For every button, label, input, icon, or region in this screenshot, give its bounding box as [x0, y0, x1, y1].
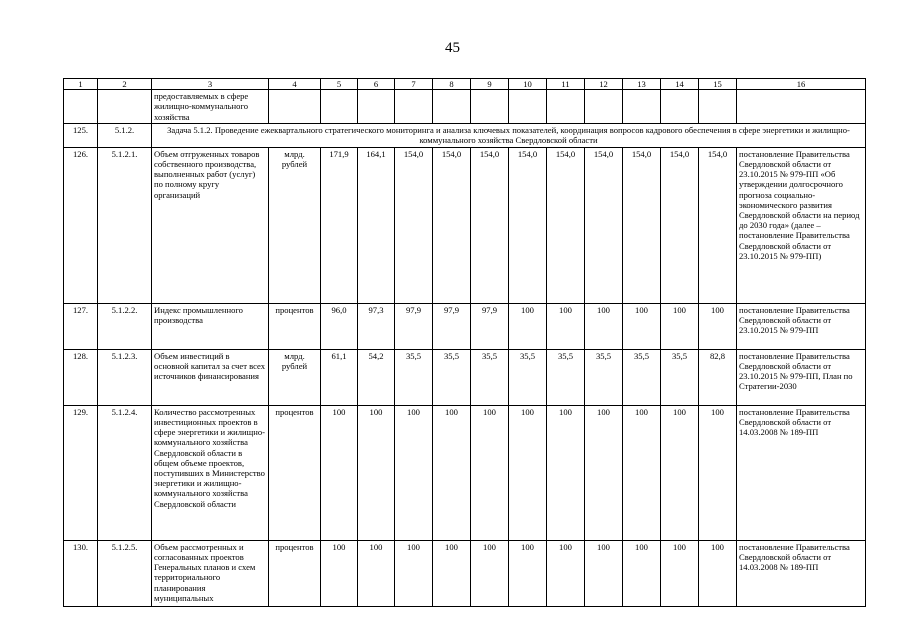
value-cell: 154,0 [395, 147, 433, 303]
unit: млрд. рублей [269, 349, 321, 405]
value-cell: 100 [395, 405, 433, 540]
source-document: постановление Правительства Свердловской области от 23.10.2015 № 979-ПП, План по Стратегии-2030 [737, 349, 866, 405]
indicator-name: Объем рассмотренных и согласованных проектов Генеральных планов и схем территориального планирования муниципальных [152, 540, 269, 606]
row-code: 5.1.2.2. [98, 303, 152, 349]
value-cell: 154,0 [699, 147, 737, 303]
value-cell: 100 [395, 540, 433, 606]
unit: млрд. рублей [269, 147, 321, 303]
row-number: 128. [64, 349, 98, 405]
value-cell: 100 [699, 540, 737, 606]
source-document: постановление Правительства Свердловской области от 14.03.2008 № 189-ПП [737, 405, 866, 540]
value-cell: 35,5 [433, 349, 471, 405]
column-header: 8 [433, 79, 471, 90]
value-cell: 97,9 [471, 303, 509, 349]
indicator-name: Индекс промышленного производства [152, 303, 269, 349]
value-cell: 164,1 [358, 147, 395, 303]
value-cell: 97,9 [433, 303, 471, 349]
indicators-table [63, 78, 866, 607]
value-cell: 96,0 [321, 303, 358, 349]
table-row [64, 540, 866, 606]
column-header: 10 [509, 79, 547, 90]
value-cell: 100 [623, 405, 661, 540]
value-cell: 100 [358, 540, 395, 606]
value-cell: 154,0 [433, 147, 471, 303]
value-cell: 100 [699, 405, 737, 540]
task-title: Задача 5.1.2. Проведение ежеквартального стратегического мониторинга и анализа ключевых показателей, координация вопросов кадрового обеспечения в сфере энергетики и жилищно-коммунального хозяйства Свердловской области [152, 123, 866, 147]
unit: процентов [269, 303, 321, 349]
column-header: 12 [585, 79, 623, 90]
value-cell: 154,0 [509, 147, 547, 303]
row-number: 126. [64, 147, 98, 303]
table-row [64, 303, 866, 349]
value-cell: 100 [623, 303, 661, 349]
source-document: постановление Правительства Свердловской области от 14.03.2008 № 189-ПП [737, 540, 866, 606]
column-header: 3 [152, 79, 269, 90]
row-number: 130. [64, 540, 98, 606]
indicator-name: Количество рассмотренных инвестиционных проектов в сфере энергетики и жилищно-коммунального хозяйства Свердловской области в общем объеме проектов, поступивших в Министерство энергетики и жилищно-коммунального хозяйства Свердловской области [152, 405, 269, 540]
value-cell: 35,5 [471, 349, 509, 405]
value-cell: 100 [547, 405, 585, 540]
column-header: 13 [623, 79, 661, 90]
value-cell: 100 [509, 540, 547, 606]
value-cell: 100 [471, 405, 509, 540]
column-header: 5 [321, 79, 358, 90]
unit: процентов [269, 405, 321, 540]
task-row [64, 123, 866, 147]
column-header: 9 [471, 79, 509, 90]
value-cell: 100 [585, 540, 623, 606]
value-cell: 100 [471, 540, 509, 606]
column-header: 1 [64, 79, 98, 90]
column-header: 15 [699, 79, 737, 90]
value-cell: 54,2 [358, 349, 395, 405]
column-header: 14 [661, 79, 699, 90]
value-cell: 35,5 [623, 349, 661, 405]
column-header: 6 [358, 79, 395, 90]
table-row [64, 405, 866, 540]
table-row [64, 147, 866, 303]
value-cell: 100 [661, 303, 699, 349]
value-cell: 154,0 [623, 147, 661, 303]
column-header: 7 [395, 79, 433, 90]
value-cell: 100 [547, 540, 585, 606]
value-cell: 35,5 [585, 349, 623, 405]
value-cell: 154,0 [471, 147, 509, 303]
value-cell: 100 [699, 303, 737, 349]
value-cell: 100 [433, 540, 471, 606]
row-code: 5.1.2.4. [98, 405, 152, 540]
source-document: постановление Правительства Свердловской области от 23.10.2015 № 979-ПП [737, 303, 866, 349]
column-header: 4 [269, 79, 321, 90]
value-cell: 100 [509, 303, 547, 349]
value-cell: 100 [623, 540, 661, 606]
indicator-name: Объем инвестиций в основной капитал за счет всех источников финансирования [152, 349, 269, 405]
value-cell: 154,0 [661, 147, 699, 303]
value-cell: 100 [661, 405, 699, 540]
row-number: 125. [64, 123, 98, 147]
row-number: 129. [64, 405, 98, 540]
value-cell: 35,5 [395, 349, 433, 405]
page-number: 45 [445, 40, 460, 56]
value-cell: 35,5 [547, 349, 585, 405]
value-cell: 100 [585, 303, 623, 349]
row-code: 5.1.2.5. [98, 540, 152, 606]
value-cell: 100 [358, 405, 395, 540]
source-document: постановление Правительства Свердловской области от 23.10.2015 № 979-ПП «Об утверждении долгосрочного прогноза социально-экономического развития Свердловской области на период до 2030 года» (далее – постановление Правительства Свердловской области от 23.10.2015 № 979-ПП) [737, 147, 866, 303]
value-cell: 35,5 [509, 349, 547, 405]
indicator-name: Объем отгруженных товаров собственного производства, выполненных работ (услуг) по полному кругу организаций [152, 147, 269, 303]
row-number: 127. [64, 303, 98, 349]
value-cell: 82,8 [699, 349, 737, 405]
continuation-row [64, 90, 866, 124]
value-cell: 154,0 [547, 147, 585, 303]
column-header: 16 [737, 79, 866, 90]
value-cell: 100 [509, 405, 547, 540]
value-cell: 97,3 [358, 303, 395, 349]
column-header: 2 [98, 79, 152, 90]
unit: процентов [269, 540, 321, 606]
row-code: 5.1.2. [98, 123, 152, 147]
row-code: 5.1.2.3. [98, 349, 152, 405]
value-cell: 171,9 [321, 147, 358, 303]
indicator-name: предоставляемых в сфере жилищно-коммунального хозяйства [152, 90, 269, 124]
row-code: 5.1.2.1. [98, 147, 152, 303]
value-cell: 100 [547, 303, 585, 349]
value-cell: 35,5 [661, 349, 699, 405]
value-cell: 100 [661, 540, 699, 606]
value-cell: 100 [433, 405, 471, 540]
value-cell: 97,9 [395, 303, 433, 349]
value-cell: 61,1 [321, 349, 358, 405]
value-cell: 154,0 [585, 147, 623, 303]
column-number-row [64, 79, 866, 90]
column-header: 11 [547, 79, 585, 90]
value-cell: 100 [321, 405, 358, 540]
value-cell: 100 [585, 405, 623, 540]
value-cell: 100 [321, 540, 358, 606]
table-row [64, 349, 866, 405]
